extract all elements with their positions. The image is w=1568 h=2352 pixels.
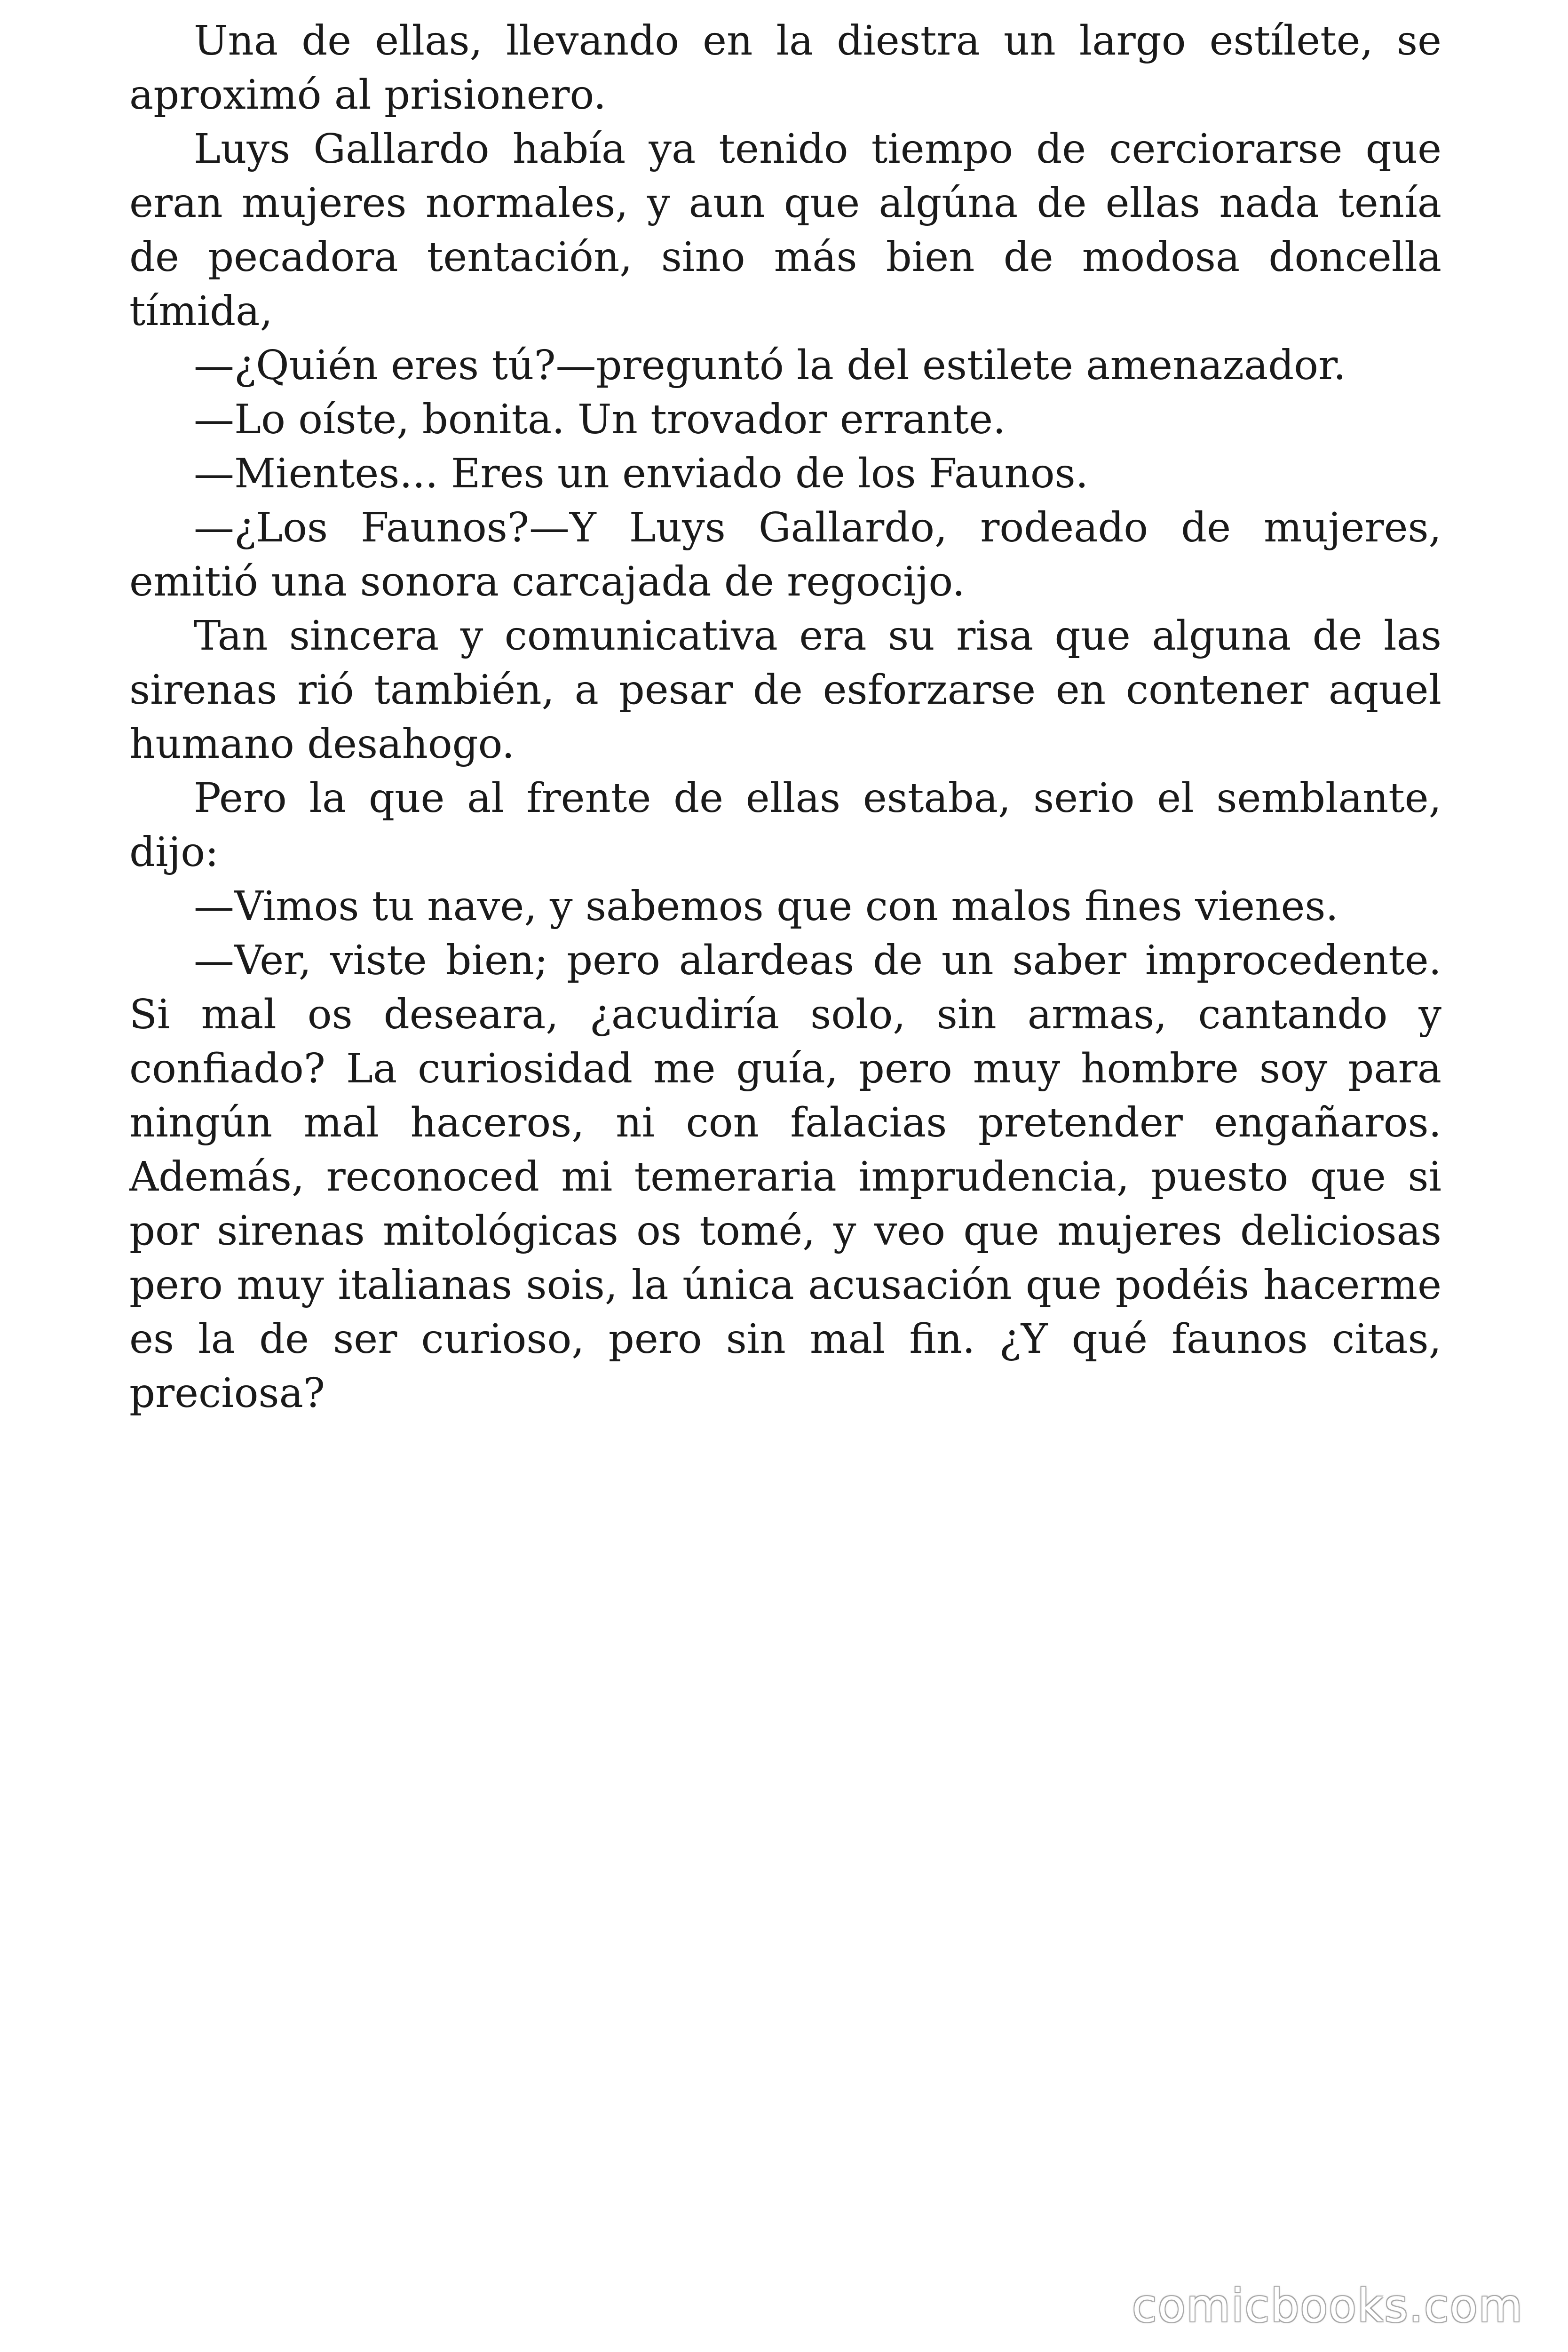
paragraph: —Mientes... Eres un enviado de los Faunos. xyxy=(194,450,1089,497)
paragraph: —Lo oíste, bonita. Un trovador errante. xyxy=(194,396,1006,443)
paragraph: Pero la que al frente de ellas estaba, serio el semblante, dijo: xyxy=(129,775,1441,876)
paragraph: —Ver, viste bien; pero alardeas de un saber improcedente. Si mal os deseara, ¿acudiría solo, sin armas, cantando y confiado? La curiosidad me guía, pero muy hombre soy para ningún mal haceros, ni con falacias pretender engañaros. Además, reconoced mi temeraria imprudencia, puesto que si por sirenas mitológicas os tomé, y veo que mujeres deliciosas pero muy italianas sois, la única acusación que podéis hacerme es la de ser curioso, pero sin mal fin. ¿Y qué faunos citas, preciosa? xyxy=(129,937,1441,1417)
paragraph: —¿Quién eres tú?—preguntó la del estilete amenazador. xyxy=(194,342,1346,389)
paragraph: —Vimos tu nave, y sabemos que con malos fines vienes. xyxy=(194,883,1338,930)
paragraph: —¿Los Faunos?—Y Luys Gallardo, rodeado de mujeres, emitió una sonora carcajada de regocijo. xyxy=(129,504,1441,605)
paragraph: Tan sincera y comunicativa era su risa que alguna de las sirenas rió también, a pesar de esforzarse en contener aquel humano desahogo. xyxy=(129,612,1441,768)
book-page-text xyxy=(129,14,1441,1421)
paragraph: Luys Gallardo había ya tenido tiempo de cerciorarse que eran mujeres normales, y aun que algúna de ellas nada tenía de pecadora tentación, sino más bien de modosa doncella tímida, xyxy=(129,126,1441,335)
paragraph: Una de ellas, llevando en la diestra un largo estílete, se aproximó al prisionero. xyxy=(129,17,1441,119)
watermark: comicbooks.com xyxy=(1132,2280,1523,2332)
